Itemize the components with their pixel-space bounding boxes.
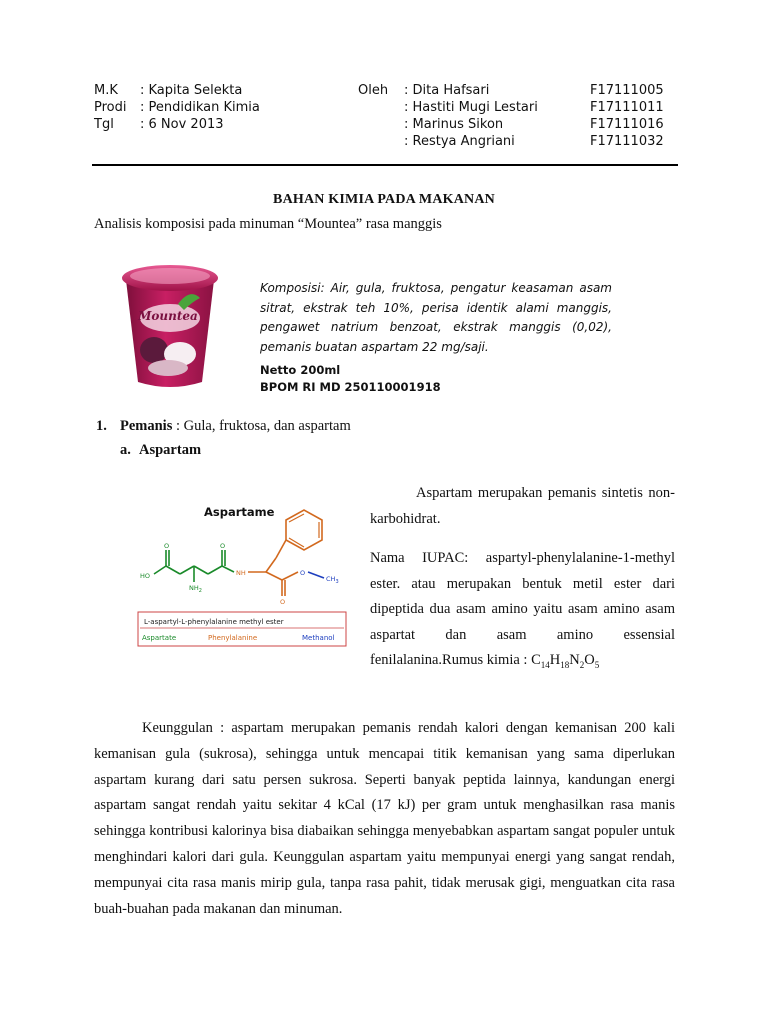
bpom-number: BPOM RI MD 250110001918 <box>260 380 441 394</box>
atom-label: O <box>220 542 226 550</box>
netto-volume: Netto 200ml <box>260 363 341 377</box>
document-title: BAHAN KIMIA PADA MAKANAN <box>273 192 495 207</box>
oleh-label: Oleh <box>358 83 389 98</box>
authors-list <box>358 82 538 150</box>
figure-title: Aspartame <box>204 505 275 519</box>
phenylalanine-label: Phenylalanine <box>208 634 258 642</box>
aspartam-definition: Aspartam merupakan pemanis sintetis non-karbohidrat. <box>370 485 675 527</box>
student-id: F17111005 <box>590 83 664 98</box>
atom-label: O <box>300 569 306 577</box>
date-row: Tgl : 6 Nov 2013 <box>94 117 224 132</box>
composition-text: Komposisi: Air, gula, fruktosa, pengatur keasaman asam sitrat, ekstrak teh 10%, perisa identik alami manggis, pengawet natrium benzoat, ekstrak manggis (0,02), pemanis buatan aspartam 22 mg/saji. <box>260 281 612 354</box>
iupac-paragraph: Nama IUPAC: aspartyl-phenylalanine-1-methyl ester. atau merupakan bentuk metil ester dari dipeptida dua asam amino yaitu asam amino asam aspartat dan asam amino essensial fenilalanina.Rumus kimia : $C_{14}H_{18}N_2O_5$ <box>370 550 675 670</box>
product-info <box>260 362 441 396</box>
atom-label: $CH_3$ <box>326 575 339 585</box>
subsection-heading: a. Aspartam <box>120 442 202 458</box>
chemical-formula: $C_{14}H_{18}N_2O_5$ <box>531 652 600 670</box>
methanol-label: Methanol <box>302 634 335 642</box>
atom-label: O <box>280 598 286 606</box>
keunggulan-paragraph: Keunggulan : aspartam merupakan pemanis rendah kalori dengan kemanisan 200 kali kemanisan gula (sukrosa), sehingga untuk mencapai titik kemanisan yang sama diperlukan aspartam kurang dari satu persen sukrosa. Seperti banyak peptida lainnya, kandungan energi aspartam sangat rendah yaitu sekitar 4 kCal (17 kJ) per gram untuk menghasilkan rasa manis sehingga kontribusi kalorinya bisa diabaikan sehingga menyebabkan aspartam sangat populer untuk menghindari kalori dari gula. Keunggulan aspartam yaitu mempunyai energi yang sangat rendah, mempunyai cita rasa manis mirip gula, tanpa rasa pahit, tidak merusak gigi, menguatkan cita rasa buah-buahan pada makanan dan minuman. <box>94 720 675 917</box>
author-row: Oleh : Dita Hafsari <box>358 83 490 98</box>
course-row: M.K : Kapita Selekta <box>94 83 243 98</box>
section-heading: 1. Pemanis : Gula, fruktosa, dan aspartam <box>96 418 351 434</box>
aspartame-structure-figure <box>136 500 350 648</box>
student-id: F17111011 <box>590 100 664 115</box>
author-row: : Hastiti Mugi Lestari <box>404 100 538 115</box>
atom-label: O <box>164 542 170 550</box>
author-row: : Marinus Sikon <box>404 117 504 132</box>
document-subtitle: Analisis komposisi pada minuman “Mountea” rasa manggis <box>94 216 442 232</box>
course-info <box>94 82 260 133</box>
author-row: : Restya Angriani <box>404 134 515 149</box>
atom-label: $NH_2$ <box>189 584 202 594</box>
aspartate-label: Aspartate <box>142 634 177 642</box>
mountea-cup-image <box>118 258 222 392</box>
program-row: Prodi : Pendidikan Kimia <box>94 100 260 115</box>
student-id: F17111032 <box>590 134 664 149</box>
atom-label: NH <box>236 569 246 577</box>
header-divider <box>92 164 678 166</box>
student-id: F17111016 <box>590 117 664 132</box>
ester-label: L-aspartyl-L-phenylalanine methyl ester <box>144 618 284 626</box>
brand-label: Mountea <box>138 309 198 323</box>
student-ids <box>590 82 664 150</box>
atom-label: HO <box>140 572 151 580</box>
